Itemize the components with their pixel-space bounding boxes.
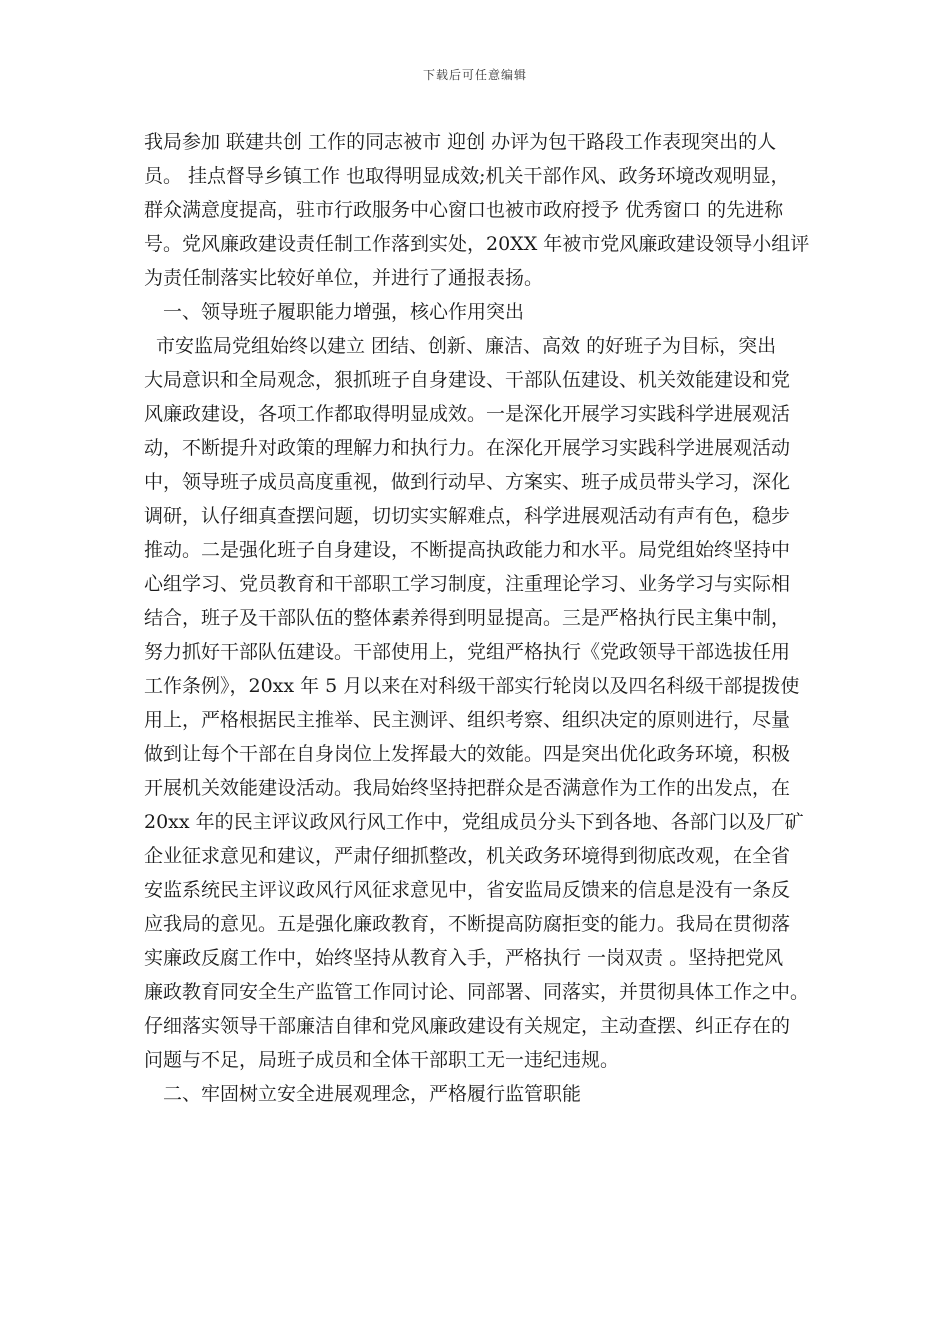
text-line: 安监系统民主评议政风行风征求意见中，省安监局反馈来的信息是没有一条反 (144, 879, 791, 901)
text-line: 我局参加 联建共创 工作的同志被市 迎创 办评为包干路段工作表现突出的人 (144, 131, 777, 153)
text-line: 市安监局党组始终以建立 团结、创新、廉洁、高效 的好班子为目标，突出 (156, 335, 777, 357)
text-line: 心组学习、党员教育和干部职工学习制度，注重理论学习、业务学习与实际相 (144, 573, 791, 595)
text-line: 工作条例》，20xx 年 5 月以来在对科级干部实行轮岗以及四名科级干部提拨使 (144, 675, 800, 697)
section-heading: 二、牢固树立安全进展观理念，严格履行监管职能 (163, 1083, 582, 1105)
text-line: 大局意识和全局观念，狠抓班子自身建设、干部队伍建设、机关效能建设和党 (144, 369, 791, 391)
text-line: 动，不断提升对政策的理解力和执行力。在深化开展学习实践科学进展观活动 (144, 437, 791, 459)
text-line: 20xx 年的民主评议政风行风工作中，党组成员分头下到各地、各部门以及厂矿 (144, 811, 804, 833)
text-line: 用上，严格根据民主推举、民主测评、组织考察、组织决定的原则进行，尽量 (144, 709, 791, 731)
document-body (144, 125, 814, 1111)
text-line: 群众满意度提高，驻市行政服务中心窗口也被市政府授予 优秀窗口 的先进称 (144, 199, 784, 221)
text-line: 结合，班子及干部队伍的整体素养得到明显提高。三是严格执行民主集中制， (144, 607, 791, 629)
text-line: 企业征求意见和建议，严肃仔细抓整改，机关政务环境得到彻底改观，在全省 (144, 845, 791, 867)
text-line: 开展机关效能建设活动。我局始终坚持把群众是否满意作为工作的出发点，在 (144, 777, 791, 799)
text-line: 问题与不足，局班子成员和全体干部职工无一违纪违规。 (144, 1049, 620, 1071)
text-line: 推动。二是强化班子自身建设，不断提高执政能力和水平。局党组始终坚持中 (144, 539, 791, 561)
text-line: 调研，认仔细真查摆问题，切切实实解难点，科学进展观活动有声有色，稳步 (144, 505, 791, 527)
text-line: 廉政教育同安全生产监管工作同讨论、同部署、同落实，并贯彻具体工作之中。 (144, 981, 810, 1003)
text-line: 风廉政建设，各项工作都取得明显成效。一是深化开展学习实践科学进展观活 (144, 403, 791, 425)
text-line: 实廉政反腐工作中，始终坚持从教育入手，严格执行 一岗双责 。坚持把党风 (144, 947, 784, 969)
text-line: 为责任制落实比较好单位，并进行了通报表扬。 (144, 267, 544, 289)
text-line: 应我局的意见。五是强化廉政教育，不断提高防腐拒变的能力。我局在贯彻落 (144, 913, 791, 935)
text-line: 中，领导班子成员高度重视，做到行动早、方案实、班子成员带头学习，深化 (144, 471, 791, 493)
text-line: 努力抓好干部队伍建设。干部使用上，党组严格执行《党政领导干部选拔任用 (144, 641, 791, 663)
text-line: 号。党风廉政建设责任制工作落到实处，20XX 年被市党风廉政建设领导小组评 (144, 233, 810, 255)
text-line: 员。 挂点督导乡镇工作 也取得明显成效;机关干部作风、政务环境改观明显， (144, 165, 790, 187)
text-line: 做到让每个干部在自身岗位上发挥最大的效能。四是突出优化政务环境，积极 (144, 743, 791, 765)
header-note: 下载后可任意编辑 (422, 68, 527, 82)
text-line: 仔细落实领导干部廉洁自律和党风廉政建设有关规定，主动查摆、纠正存在的 (144, 1015, 791, 1037)
section-heading: 一、领导班子履职能力增强，核心作用突出 (163, 301, 525, 323)
